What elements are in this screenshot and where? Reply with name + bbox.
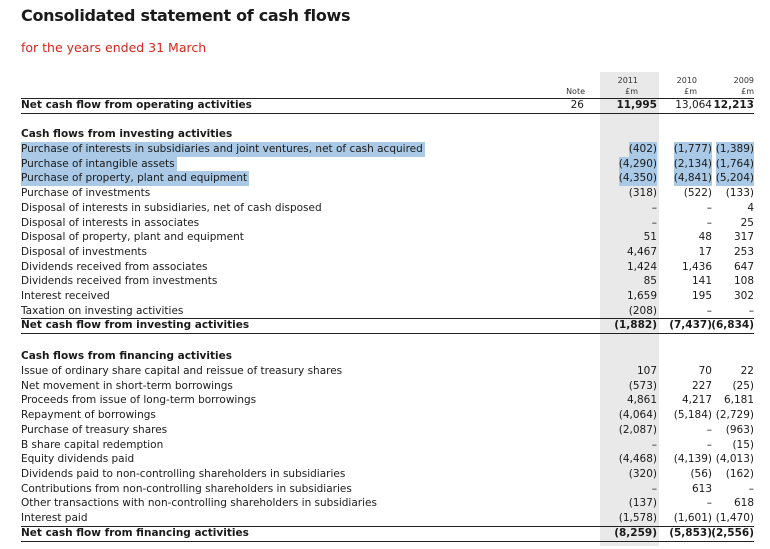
value-2009: (963) (725, 423, 754, 436)
page-subtitle: for the years ended 31 March (21, 40, 207, 55)
row-label: Net movement in short-term borrowings (21, 379, 233, 392)
operating-rule (21, 113, 754, 114)
year-header-2009 (718, 75, 754, 97)
row-label: Repayment of borrowings (21, 409, 156, 422)
table-row (21, 289, 754, 304)
value-2010: (4,139) (673, 453, 712, 466)
value-2010: – (706, 438, 712, 451)
value-2010: 13,064 (675, 99, 712, 111)
value-2009: 647 (733, 260, 754, 273)
row-label: Dividends received from investments (21, 275, 218, 288)
row-label: Interest received (21, 290, 110, 302)
row-label: Disposal of interests in associates (21, 216, 200, 229)
value-2009: (4,013) (715, 453, 754, 466)
row-label: B share capital redemption (21, 438, 164, 451)
value-2009: 4 (747, 201, 754, 214)
value-2009: – (748, 304, 754, 317)
row-label: Disposal of property, plant and equipment (21, 231, 244, 244)
value-2009: 618 (733, 497, 754, 510)
row-label: Purchase of treasury shares (21, 423, 168, 436)
value-2011: – (651, 438, 657, 451)
value-2009: 12,213 (713, 99, 754, 111)
value-2011: – (651, 216, 657, 229)
unit-label: £m (684, 87, 697, 96)
value-2011: (573) (628, 379, 657, 392)
value-2011: 4,467 (626, 245, 657, 258)
value-2009: (2,729) (715, 409, 754, 422)
row-label: Issue of ordinary share capital and reissue of treasury shares (21, 365, 343, 377)
value-2009: (5,204) (715, 172, 754, 185)
row-label: Contributions from non-controlling shareholders in subsidiaries (21, 482, 352, 495)
value-2010: (5,184) (673, 409, 712, 422)
row-label: Purchase of investments (21, 187, 151, 200)
table-row (21, 467, 754, 482)
row-label: Net cash flow from operating activities (21, 99, 252, 111)
value-2010: – (706, 423, 712, 436)
value-2009: (1,470) (715, 512, 754, 524)
investing-total-row (21, 318, 754, 333)
row-label: Purchase of property, plant and equipment (21, 172, 248, 185)
unit-label: £m (741, 87, 754, 96)
value-2011: (137) (628, 497, 657, 510)
row-label: Dividends paid to non-controlling shareholders in subsidiaries (21, 467, 346, 480)
value-2010: (5,853) (669, 527, 712, 539)
value-2011: 51 (643, 231, 657, 244)
value-2009: 253 (733, 245, 754, 258)
row-label: Other transactions with non-controlling shareholders in subsidiaries (21, 497, 377, 510)
row-label: Purchase of interests in subsidiaries and joint ventures, net of cash acquired (21, 143, 423, 155)
table-row (21, 393, 754, 408)
table-row (21, 230, 754, 245)
value-2010: – (706, 201, 712, 214)
table-row (21, 511, 754, 526)
value-2009: 6,181 (723, 394, 754, 407)
page-title: Consolidated statement of cash flows (21, 6, 351, 25)
value-2011: (4,290) (618, 157, 657, 170)
value-2010: (4,841) (673, 172, 712, 185)
value-2010: (522) (683, 187, 712, 200)
value-2011: (1,882) (614, 319, 657, 331)
row-label: Purchase of intangible assets (21, 157, 175, 170)
table-row (21, 186, 754, 201)
year-label: 2009 (733, 76, 754, 85)
unit-label: £m (625, 87, 638, 96)
value-2011: (8,259) (614, 527, 657, 539)
section-heading: Cash flows from investing activities (21, 128, 233, 140)
table-row (21, 304, 754, 319)
value-2010: 227 (691, 379, 712, 392)
value-2010: 1,436 (681, 260, 712, 273)
table-row (21, 201, 754, 216)
financing-total-row (21, 526, 754, 541)
value-2009: 25 (740, 216, 754, 229)
value-2010: 70 (698, 365, 712, 377)
table-row (21, 423, 754, 438)
value-2009: (15) (732, 438, 754, 451)
value-2009: (1,389) (715, 143, 754, 155)
value-2009: 108 (733, 275, 754, 288)
value-2011: 1,424 (626, 260, 657, 273)
value-2010: – (706, 304, 712, 317)
year-label: 2011 (617, 76, 638, 85)
table-row (21, 216, 754, 231)
value-2010: 141 (691, 275, 712, 288)
financing-heading (21, 349, 754, 364)
value-2011: 4,861 (626, 394, 657, 407)
table-row (21, 274, 754, 289)
table-row (21, 452, 754, 467)
value-2009: (6,834) (711, 319, 754, 331)
value-2009: (2,556) (711, 527, 754, 539)
table-row (21, 438, 754, 453)
value-2009: 302 (733, 290, 754, 302)
table-row (21, 408, 754, 423)
year-label: 2010 (676, 76, 697, 85)
value-2009: 22 (740, 365, 754, 377)
row-label: Interest paid (21, 512, 88, 524)
value-2010: (1,601) (673, 512, 712, 524)
investing-heading (21, 127, 754, 142)
value-2010: 48 (698, 231, 712, 244)
value-2010: (56) (690, 467, 712, 480)
row-label: Equity dividends paid (21, 453, 135, 466)
value-2011: 107 (636, 365, 657, 377)
investing-total-underline (21, 333, 754, 334)
operating-total-row (21, 98, 754, 113)
value-2010: (7,437) (669, 319, 712, 331)
value-2009: – (748, 482, 754, 495)
value-2011: 11,995 (616, 99, 657, 111)
note-header (560, 86, 585, 97)
value-2011: (318) (628, 187, 657, 200)
row-label: Proceeds from issue of long-term borrowings (21, 394, 257, 407)
row-label: Disposal of investments (21, 245, 147, 258)
value-2011: 85 (643, 275, 657, 288)
value-2009: (162) (725, 467, 754, 480)
table-row (21, 496, 754, 511)
year-header-2011 (603, 75, 638, 97)
value-2011: – (651, 482, 657, 495)
value-2010: 4,217 (681, 394, 712, 407)
row-label: Disposal of interests in subsidiaries, net of cash disposed (21, 201, 322, 214)
value-2010: – (706, 497, 712, 510)
value-2009: (25) (732, 379, 754, 392)
financing-total-underline (21, 541, 754, 542)
year-header-2010 (662, 75, 697, 97)
row-label: Taxation on investing activities (21, 304, 184, 317)
table-row (21, 482, 754, 497)
row-label: Net cash flow from financing activities (21, 527, 249, 539)
value-2010: 613 (691, 482, 712, 495)
value-2011: (320) (628, 467, 657, 480)
row-label: Net cash flow from investing activities (21, 319, 250, 331)
value-2011: (1,578) (618, 512, 657, 524)
value-2011: (4,468) (618, 453, 657, 466)
value-2011: (4,350) (618, 172, 657, 185)
value-2011: (2,087) (618, 423, 657, 436)
table-row (21, 142, 754, 157)
table-row (21, 379, 754, 394)
value-2010: (1,777) (673, 143, 712, 155)
note-header-label: Note (566, 87, 585, 96)
value-2011: (4,064) (618, 409, 657, 422)
value-2011: (402) (628, 143, 657, 155)
table-row (21, 171, 754, 186)
value-2011: – (651, 201, 657, 214)
table-row (21, 245, 754, 260)
table-row (21, 157, 754, 172)
value-2009: (133) (725, 187, 754, 200)
value-2011: (208) (628, 304, 657, 317)
value-2010: (2,134) (673, 157, 712, 170)
value-2009: 317 (733, 231, 754, 244)
value-2010: – (706, 216, 712, 229)
value-2011: 1,659 (626, 290, 657, 302)
section-heading: Cash flows from financing activities (21, 350, 232, 362)
note-ref: 26 (570, 99, 584, 111)
table-row (21, 260, 754, 275)
value-2009: (1,764) (715, 157, 754, 170)
value-2010: 17 (698, 245, 712, 258)
table-row (21, 364, 754, 379)
row-label: Dividends received from associates (21, 260, 208, 273)
value-2010: 195 (691, 290, 712, 302)
